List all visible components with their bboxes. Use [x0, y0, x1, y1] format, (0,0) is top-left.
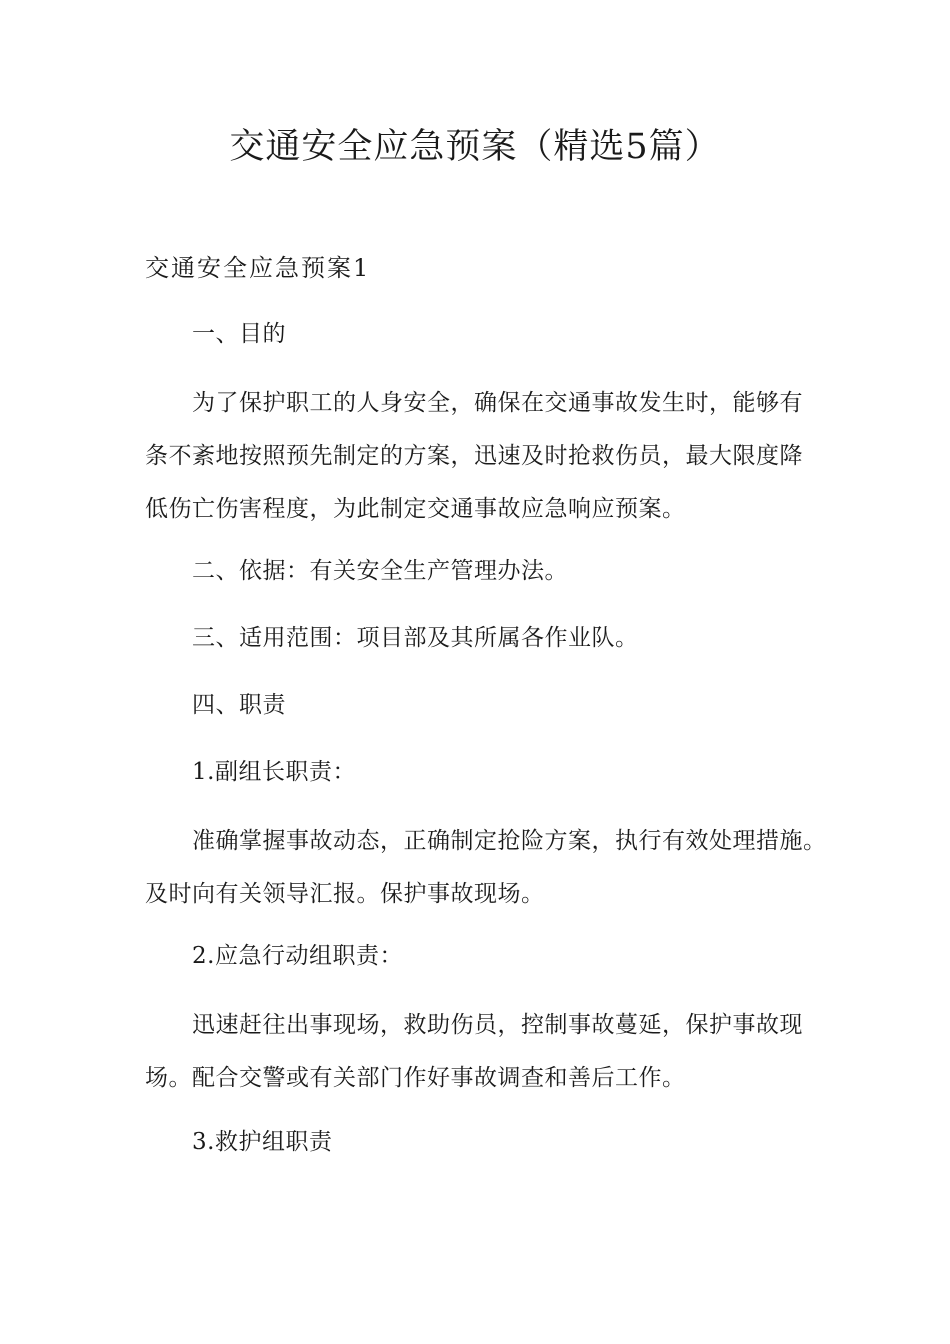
paragraph-deputy-leader	[145, 815, 827, 921]
subheading-deputy-leader: 1.副组长职责：	[192, 759, 356, 785]
section-title: 交通安全应急预案1	[145, 254, 371, 282]
heading-basis: 二、依据：有关安全生产管理办法。	[192, 558, 568, 584]
heading-duties: 四、职责	[192, 692, 286, 718]
paragraph-action-team	[145, 999, 810, 1105]
paragraph-purpose	[145, 377, 810, 536]
subheading-action-team: 2.应急行动组职责：	[192, 943, 403, 969]
heading-purpose: 一、目的	[192, 321, 286, 347]
paragraph-line: 准确掌握事故动态，正确制定抢险方案，执行有效处理措施。	[192, 828, 827, 854]
paragraph-line: 场。配合交警或有关部门作好事故调查和善后工作。	[145, 1065, 686, 1091]
subheading-rescue-team: 3.救护组职责	[192, 1129, 333, 1155]
paragraph-line: 及时向有关领导汇报。保护事故现场。	[145, 881, 545, 907]
paragraph-line: 低伤亡伤害程度，为此制定交通事故应急响应预案。	[145, 496, 686, 522]
paragraph-line: 为了保护职工的人身安全，确保在交通事故发生时，能够有	[192, 390, 803, 416]
paragraph-line: 迅速赶往出事现场，救助伤员，控制事故蔓延，保护事故现	[192, 1012, 803, 1038]
heading-scope: 三、适用范围：项目部及其所属各作业队。	[192, 625, 639, 651]
paragraph-line: 条不紊地按照预先制定的方案，迅速及时抢救伤员，最大限度降	[145, 443, 803, 469]
document-title: 交通安全应急预案（精选5篇）	[229, 127, 721, 167]
